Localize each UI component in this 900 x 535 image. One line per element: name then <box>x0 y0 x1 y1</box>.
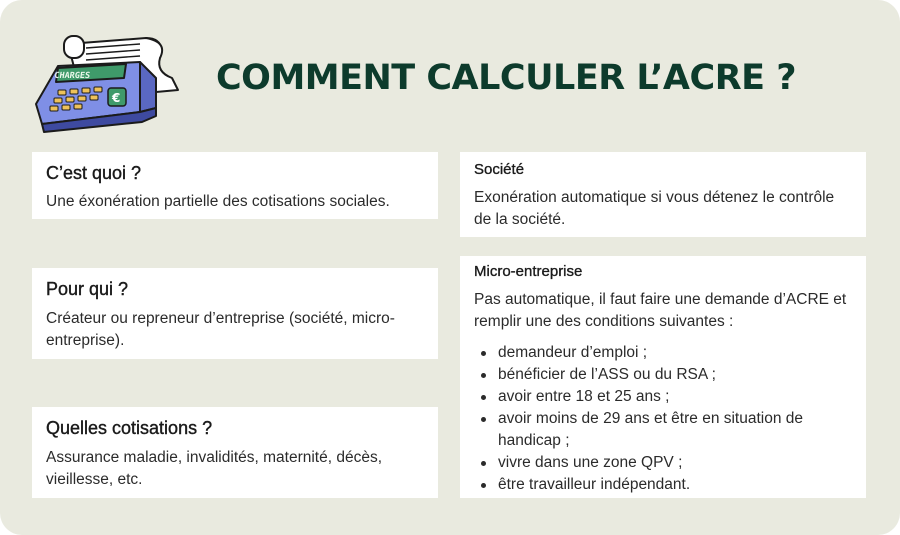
list-item: demandeur d’emploi ; <box>474 342 852 364</box>
card-text: Créateur ou repreneur d’entreprise (société, micro-entreprise). <box>46 310 395 349</box>
conditions-list <box>474 342 852 496</box>
card-micro-entreprise <box>460 256 866 498</box>
card-heading: Société <box>474 161 525 178</box>
card-heading: C’est quoi ? <box>46 163 142 183</box>
cash-register-icon <box>28 28 188 136</box>
card-text: Pas automatique, il faut faire une demande d’ACRE et remplir une des conditions suivantes : <box>474 291 847 330</box>
card-text: Exonération automatique si vous détenez le contrôle de la société. <box>474 189 835 228</box>
card-text: Une éxonération partielle des cotisations sociales. <box>46 193 390 210</box>
register-screen-text: CHARGES <box>53 71 91 81</box>
card-heading: Micro-entreprise <box>474 263 583 280</box>
card-heading: Quelles cotisations ? <box>46 418 213 438</box>
card-for-whom <box>32 268 438 359</box>
card-text: Assurance maladie, invalidités, maternité, décès, vieillesse, etc. <box>46 449 382 488</box>
list-item: avoir moins de 29 ans et être en situation de handicap ; <box>474 408 852 452</box>
card-what-is-it <box>32 152 438 219</box>
card-societe <box>460 152 866 237</box>
list-item: vivre dans une zone QPV ; <box>474 452 852 474</box>
card-which-contributions <box>32 407 438 498</box>
card-heading: Pour qui ? <box>46 279 129 299</box>
page-title: COMMENT CALCULER L’ACRE ? <box>216 58 797 98</box>
euro-key-symbol: € <box>112 91 121 105</box>
list-item: avoir entre 18 et 25 ans ; <box>474 386 852 408</box>
list-item: bénéficier de l’ASS ou du RSA ; <box>474 364 852 386</box>
list-item: être travailleur indépendant. <box>474 474 852 496</box>
